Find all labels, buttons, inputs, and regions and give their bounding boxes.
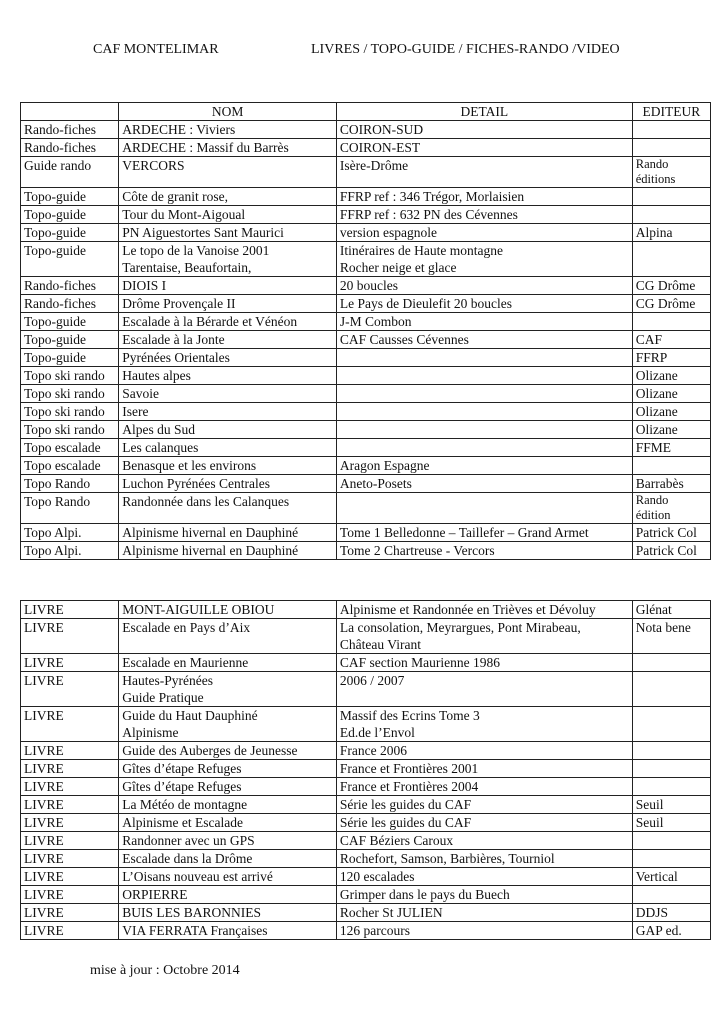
table-row [21,760,711,778]
document-header-title: LIVRES / TOPO-GUIDE / FICHES-RANDO /VIDEO [311,42,620,57]
type-cell: LIVRE [21,904,119,922]
name-cell: Tour du Mont-Aigoual [119,206,337,224]
name-cell: PN Aiguestortes Sant Maurici [119,224,337,242]
table-row [21,421,711,439]
publisher-cell [632,121,710,139]
type-cell: LIVRE [21,922,119,940]
name-cell: ARDECHE : Massif du Barrès [119,139,337,157]
column-header: DETAIL [336,103,632,121]
publisher-cell: Nota bene [632,619,710,654]
publisher-cell: Olizane [632,385,710,403]
type-cell: Rando-fiches [21,295,119,313]
type-cell: LIVRE [21,814,119,832]
detail-cell: France 2006 [336,742,632,760]
publisher-cell: Alpina [632,224,710,242]
name-cell: Escalade à la Bérarde et Vénéon [119,313,337,331]
type-cell: Rando-fiches [21,121,119,139]
detail-cell: CAF Causses Cévennes [336,331,632,349]
table-row [21,313,711,331]
table-row [21,796,711,814]
table-row [21,157,711,188]
table-row [21,295,711,313]
type-cell: LIVRE [21,832,119,850]
name-cell: Escalade en Maurienne [119,654,337,672]
table-row [21,349,711,367]
type-cell: Topo ski rando [21,421,119,439]
type-cell: Topo ski rando [21,385,119,403]
detail-cell [336,403,632,421]
publisher-cell: GAP ed. [632,922,710,940]
publisher-cell: DDJS [632,904,710,922]
table-row [21,493,711,524]
table-row [21,742,711,760]
table-row [21,832,711,850]
topo-guides-table [20,102,711,560]
publisher-cell: Seuil [632,814,710,832]
name-cell: Alpinisme hivernal en Dauphiné [119,542,337,560]
table-row [21,619,711,654]
name-cell: Drôme Provençale II [119,295,337,313]
type-cell: LIVRE [21,672,119,707]
table-row [21,206,711,224]
publisher-cell [632,832,710,850]
detail-cell: France et Frontières 2004 [336,778,632,796]
type-cell: Topo-guide [21,188,119,206]
type-cell: Topo ski rando [21,403,119,421]
detail-cell: CAF section Maurienne 1986 [336,654,632,672]
table-row [21,922,711,940]
table-row [21,224,711,242]
publisher-cell: Rando éditions [632,157,710,188]
publisher-cell: FFRP [632,349,710,367]
name-cell: Isere [119,403,337,421]
detail-cell [336,493,632,524]
table-row [21,672,711,707]
name-cell: La Météo de montagne [119,796,337,814]
type-cell: Topo Alpi. [21,524,119,542]
type-cell: LIVRE [21,619,119,654]
publisher-cell: Seuil [632,796,710,814]
detail-cell: Tome 1 Belledonne – Taillefer – Grand Armet [336,524,632,542]
name-cell: Alpes du Sud [119,421,337,439]
name-cell: ARDECHE : Viviers [119,121,337,139]
name-cell: Gîtes d’étape Refuges [119,778,337,796]
publisher-cell [632,760,710,778]
type-cell: Topo Rando [21,475,119,493]
detail-cell: 126 parcours [336,922,632,940]
table-row [21,601,711,619]
detail-cell: Rocher St JULIEN [336,904,632,922]
name-cell: Guide des Auberges de Jeunesse [119,742,337,760]
detail-cell: Série les guides du CAF [336,796,632,814]
name-cell: Hautes-Pyrénées Guide Pratique [119,672,337,707]
detail-cell [336,421,632,439]
type-cell: Topo escalade [21,457,119,475]
type-cell: Guide rando [21,157,119,188]
type-cell: Topo Rando [21,493,119,524]
publisher-cell: FFME [632,439,710,457]
column-header: EDITEUR [632,103,710,121]
publisher-cell [632,778,710,796]
name-cell: MONT-AIGUILLE OBIOU [119,601,337,619]
table-row [21,886,711,904]
detail-cell: Série les guides du CAF [336,814,632,832]
publisher-cell [632,850,710,868]
table-row [21,457,711,475]
type-cell: Topo-guide [21,206,119,224]
name-cell: Pyrénées Orientales [119,349,337,367]
name-cell: DIOIS I [119,277,337,295]
table-row [21,121,711,139]
type-cell: LIVRE [21,796,119,814]
table-row [21,778,711,796]
publisher-cell: Olizane [632,367,710,385]
name-cell: Le topo de la Vanoise 2001 Tarentaise, Beaufortain, [119,242,337,277]
table-row [21,367,711,385]
name-cell: Savoie [119,385,337,403]
table-row [21,331,711,349]
table-row [21,475,711,493]
detail-cell: Isère-Drôme [336,157,632,188]
publisher-cell: Glénat [632,601,710,619]
update-date-footer: mise à jour : Octobre 2014 [90,963,240,978]
type-cell: LIVRE [21,778,119,796]
publisher-cell: Barrabès [632,475,710,493]
type-cell: Topo escalade [21,439,119,457]
table-header-row [21,103,711,121]
name-cell: L’Oisans nouveau est arrivé [119,868,337,886]
table-row [21,188,711,206]
name-cell: Escalade dans la Drôme [119,850,337,868]
publisher-cell: Vertical [632,868,710,886]
detail-cell: COIRON-EST [336,139,632,157]
publisher-cell: Patrick Col [632,524,710,542]
publisher-cell [632,672,710,707]
publisher-cell [632,206,710,224]
detail-cell: France et Frontières 2001 [336,760,632,778]
detail-cell [336,349,632,367]
publisher-cell: Patrick Col [632,542,710,560]
detail-cell: Grimper dans le pays du Buech [336,886,632,904]
detail-cell [336,385,632,403]
publisher-cell [632,742,710,760]
detail-cell: Aragon Espagne [336,457,632,475]
type-cell: LIVRE [21,886,119,904]
type-cell: LIVRE [21,707,119,742]
type-cell: Topo-guide [21,224,119,242]
name-cell: Luchon Pyrénées Centrales [119,475,337,493]
type-cell: Topo-guide [21,331,119,349]
name-cell: Côte de granit rose, [119,188,337,206]
table-row [21,277,711,295]
detail-cell: version espagnole [336,224,632,242]
table-row [21,904,711,922]
name-cell: VERCORS [119,157,337,188]
table-row [21,524,711,542]
type-cell: Rando-fiches [21,277,119,295]
detail-cell: 120 escalades [336,868,632,886]
table-row [21,439,711,457]
publisher-cell [632,139,710,157]
table-row [21,814,711,832]
detail-cell: FFRP ref : 632 PN des Cévennes [336,206,632,224]
type-cell: LIVRE [21,654,119,672]
table-row [21,242,711,277]
publisher-cell: CG Drôme [632,295,710,313]
name-cell: Escalade en Pays d’Aix [119,619,337,654]
type-cell: Topo-guide [21,242,119,277]
table-row [21,707,711,742]
books-table [20,600,711,940]
column-header [21,103,119,121]
type-cell: Topo Alpi. [21,542,119,560]
name-cell: Randonnée dans les Calanques [119,493,337,524]
table-row [21,868,711,886]
detail-cell [336,367,632,385]
publisher-cell: CG Drôme [632,277,710,295]
name-cell: Guide du Haut Dauphiné Alpinisme [119,707,337,742]
detail-cell: J-M Combon [336,313,632,331]
type-cell: Rando-fiches [21,139,119,157]
name-cell: BUIS LES BARONNIES [119,904,337,922]
type-cell: LIVRE [21,601,119,619]
type-cell: LIVRE [21,868,119,886]
publisher-cell: CAF [632,331,710,349]
table-row [21,139,711,157]
table-row [21,403,711,421]
publisher-cell [632,457,710,475]
name-cell: VIA FERRATA Françaises [119,922,337,940]
publisher-cell [632,242,710,277]
publisher-cell [632,707,710,742]
type-cell: LIVRE [21,760,119,778]
detail-cell: FFRP ref : 346 Trégor, Morlaisien [336,188,632,206]
detail-cell: 20 boucles [336,277,632,295]
detail-cell: La consolation, Meyrargues, Pont Mirabeau, Château Virant [336,619,632,654]
name-cell: Gîtes d’étape Refuges [119,760,337,778]
detail-cell: Rochefort, Samson, Barbières, Tourniol [336,850,632,868]
type-cell: Topo ski rando [21,367,119,385]
detail-cell: Itinéraires de Haute montagne Rocher neige et glace [336,242,632,277]
column-header: NOM [119,103,337,121]
detail-cell: Le Pays de Dieulefit 20 boucles [336,295,632,313]
name-cell: Benasque et les environs [119,457,337,475]
detail-cell: Tome 2 Chartreuse - Vercors [336,542,632,560]
type-cell: LIVRE [21,850,119,868]
publisher-cell [632,188,710,206]
table-row [21,654,711,672]
table-row [21,850,711,868]
publisher-cell: Olizane [632,403,710,421]
name-cell: Alpinisme et Escalade [119,814,337,832]
publisher-cell: Rando édition [632,493,710,524]
detail-cell: 2006 / 2007 [336,672,632,707]
name-cell: Les calanques [119,439,337,457]
name-cell: ORPIERRE [119,886,337,904]
name-cell: Alpinisme hivernal en Dauphiné [119,524,337,542]
name-cell: Escalade à la Jonte [119,331,337,349]
name-cell: Randonner avec un GPS [119,832,337,850]
detail-cell: Alpinisme et Randonnée en Trièves et Dévoluy [336,601,632,619]
type-cell: Topo-guide [21,349,119,367]
table-row [21,542,711,560]
detail-cell: Massif des Ecrins Tome 3 Ed.de l’Envol [336,707,632,742]
publisher-cell [632,313,710,331]
detail-cell: Aneto-Posets [336,475,632,493]
publisher-cell [632,886,710,904]
type-cell: Topo-guide [21,313,119,331]
publisher-cell [632,654,710,672]
publisher-cell: Olizane [632,421,710,439]
type-cell: LIVRE [21,742,119,760]
name-cell: Hautes alpes [119,367,337,385]
detail-cell [336,439,632,457]
detail-cell: CAF Béziers Caroux [336,832,632,850]
table-row [21,385,711,403]
detail-cell: COIRON-SUD [336,121,632,139]
document-header-club: CAF MONTELIMAR [93,42,219,57]
